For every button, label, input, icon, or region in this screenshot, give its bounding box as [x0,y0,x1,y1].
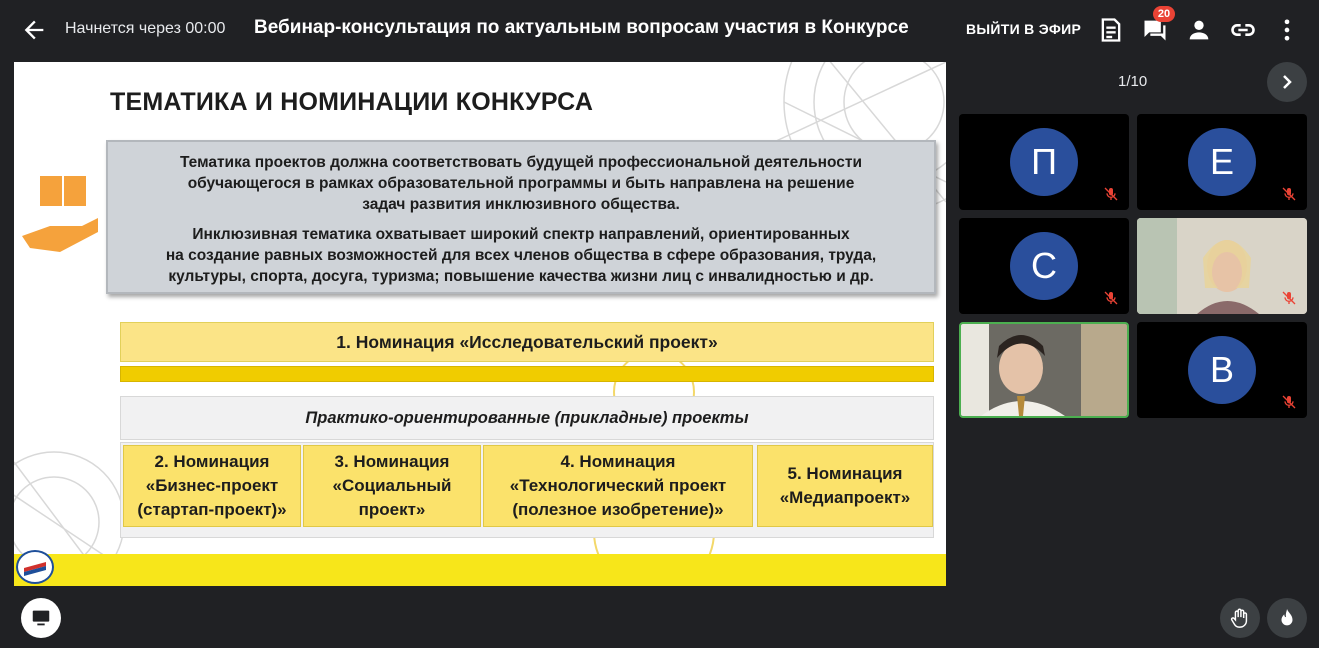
nomination-line: «Медиапроект» [779,488,911,507]
participant-video-tile-active[interactable] [959,322,1129,418]
para2-line: Инклюзивная тематика охватывает широкий спектр направлений, ориентированных [192,226,850,243]
nomination-line: (стартап-проект)» [137,500,287,519]
nomination-line: 4. Номинация [560,452,676,471]
back-arrow-icon[interactable] [20,16,48,44]
nomination-research: 1. Номинация «Исследовательский проект» [120,322,934,362]
person-icon[interactable] [1185,16,1213,44]
flame-icon [1276,607,1298,629]
theme-description-box [106,140,936,294]
reactions-button[interactable] [1267,598,1307,638]
para2-line: культуры, спорта, досуга, туризма; повышение качества жизни лиц с инвалидностью и др. [168,268,874,285]
mic-off-icon [1281,394,1297,410]
screen-share-button[interactable] [21,598,61,638]
next-slide-button[interactable] [1267,62,1307,102]
raise-hand-button[interactable] [1220,598,1260,638]
slide-footer-band [14,554,946,586]
para1-line: задач развития инклюзивного общества. [362,196,680,213]
nomination-line: (полезное изобретение)» [512,500,724,519]
hand-icon [1229,607,1251,629]
participant-tile[interactable] [959,114,1129,210]
nomination-line: проект» [358,500,426,519]
nomination-cell [123,445,301,527]
monitor-icon [30,607,52,629]
presentation-slide [14,62,946,586]
avatar: В [1188,336,1256,404]
nomination-cell [757,445,933,527]
para1-line: обучающегося в рамках образовательной программы и быть направлена на решение [187,175,855,192]
nomination-cell [303,445,481,527]
avatar: П [1010,128,1078,196]
more-vert-icon[interactable] [1273,16,1301,44]
notes-icon[interactable] [1097,16,1125,44]
webinar-title: Вебинар-консультация по актуальным вопросам участия в Конкурсе [254,17,909,38]
chevron-right-icon [1275,70,1299,94]
avatar: Е [1188,128,1256,196]
participant-video [961,324,1127,416]
countdown-label: Начнется через 00:00 [65,20,226,37]
para1-line: Тематика проектов должна соответствовать будущей профессиональной деятельности [179,154,863,171]
participant-video-tile[interactable] [1137,218,1307,314]
top-bar [0,0,1319,60]
nomination-cell [483,445,753,527]
nomination-line: «Социальный [332,476,452,495]
nomination-line: 5. Номинация [787,464,903,483]
go-on-air-button[interactable]: ВЫЙТИ В ЭФИР [966,21,1082,37]
applied-projects-header: Практико-ориентированные (прикладные) проекты [120,396,934,440]
applied-nominations-row [120,442,934,538]
nomination-line: 3. Номинация [334,452,450,471]
nomination-line: «Бизнес-проект [145,476,279,495]
chat-badge: 20 [1153,6,1175,22]
book-hand-icon [20,176,100,260]
nomination-divider-bar [120,366,934,382]
mic-off-icon [1281,186,1297,202]
slide-pager: 1/10 [1118,73,1148,90]
participant-tile[interactable] [959,218,1129,314]
slide-title: ТЕМАТИКА И НОМИНАЦИИ КОНКУРСА [110,88,594,116]
participant-tile[interactable] [1137,114,1307,210]
mic-off-icon [1281,290,1297,306]
mic-off-icon [1103,186,1119,202]
link-icon[interactable] [1229,16,1257,44]
nomination-line: «Технологический проект [509,476,727,495]
para2-line: на создание равных возможностей для всех членов общества в сфере образования, труда, [165,247,877,264]
participant-tile[interactable] [1137,322,1307,418]
college-logo [16,550,54,584]
nomination-line: 2. Номинация [154,452,270,471]
avatar: С [1010,232,1078,300]
mic-off-icon [1103,290,1119,306]
